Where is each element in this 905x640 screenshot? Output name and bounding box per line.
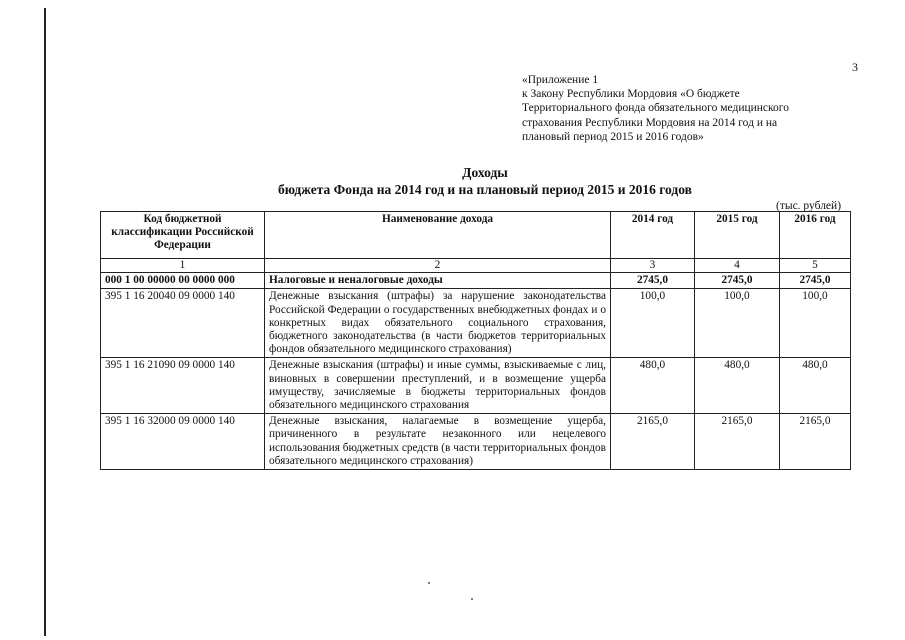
income-table xyxy=(100,211,851,470)
row-code: 395 1 16 21090 09 0000 140 xyxy=(101,358,265,414)
title-line-1: Доходы xyxy=(462,165,508,180)
row-value-2014: 2745,0 xyxy=(611,273,695,289)
row-value-2015: 2745,0 xyxy=(695,273,780,289)
appendix-line: плановый период 2015 и 2016 годов» xyxy=(522,130,704,143)
title-line-2: бюджета Фонда на 2014 год и на плановый период 2015 и 2016 годов xyxy=(278,182,692,197)
scan-edge-line xyxy=(44,8,46,636)
row-value-2014: 2165,0 xyxy=(611,414,695,470)
column-number: 4 xyxy=(695,259,780,273)
header-2015: 2015 год xyxy=(695,212,780,259)
scan-speck xyxy=(428,582,430,584)
row-name: Денежные взыскания, налагаемые в возмещение ущерба, причиненного в результате незаконного или нецелевого использования бюджетных средств (в части территориальных фондов обязательного медицинского страхования) xyxy=(265,414,611,470)
unit-label: (тыс. рублей) xyxy=(776,200,842,212)
header-name: Наименование дохода xyxy=(265,212,611,259)
header-2014: 2014 год xyxy=(611,212,695,259)
row-value-2015: 2165,0 xyxy=(695,414,780,470)
page-number: 3 xyxy=(852,60,858,74)
scan-speck xyxy=(471,598,473,600)
row-value-2014: 480,0 xyxy=(611,358,695,414)
header-2016: 2016 год xyxy=(780,212,851,259)
row-code: 395 1 16 32000 09 0000 140 xyxy=(101,414,265,470)
row-value-2015: 100,0 xyxy=(695,289,780,358)
table-row xyxy=(101,358,851,414)
header-code: Код бюджетной классификации Российской Федерации xyxy=(101,212,265,259)
row-value-2016: 100,0 xyxy=(780,289,851,358)
appendix-line: «Приложение 1 xyxy=(522,74,599,86)
column-number-row xyxy=(101,259,851,273)
column-number: 2 xyxy=(265,259,611,273)
appendix-line: страхования Республики Мордовия на 2014 год и на xyxy=(522,116,778,129)
column-number: 5 xyxy=(780,259,851,273)
row-code: 395 1 16 20040 09 0000 140 xyxy=(101,289,265,358)
table-row-total xyxy=(101,273,851,289)
row-value-2016: 480,0 xyxy=(780,358,851,414)
appendix-note xyxy=(522,73,840,144)
row-name: Налоговые и неналоговые доходы xyxy=(265,273,611,289)
row-code: 000 1 00 00000 00 0000 000 xyxy=(101,273,265,289)
table-header-row xyxy=(101,212,851,259)
column-number: 1 xyxy=(101,259,265,273)
row-name: Денежные взыскания (штрафы) и иные суммы, взыскиваемые с лиц, виновных в совершении преступлений, и в возмещение ущерба имуществу, зачисляемые в бюджеты территориальных фондов обязательного медицинского страхования xyxy=(265,358,611,414)
appendix-line: к Закону Республики Мордовия «О бюджете xyxy=(522,88,740,101)
row-name: Денежные взыскания (штрафы) за нарушение законодательства Российской Федерации о государственных внебюджетных фондах и о конкретных видах обязательного социального страхования, бюджетного законодательства (в части бюджетов территориальных фондов обязательного медицинского страхования) xyxy=(265,289,611,358)
row-value-2014: 100,0 xyxy=(611,289,695,358)
appendix-line: Территориального фонда обязательного медицинского xyxy=(522,102,789,115)
table-row xyxy=(101,289,851,358)
row-value-2015: 480,0 xyxy=(695,358,780,414)
row-value-2016: 2745,0 xyxy=(780,273,851,289)
table-row xyxy=(101,414,851,470)
column-number: 3 xyxy=(611,259,695,273)
document-title xyxy=(230,164,740,198)
row-value-2016: 2165,0 xyxy=(780,414,851,470)
